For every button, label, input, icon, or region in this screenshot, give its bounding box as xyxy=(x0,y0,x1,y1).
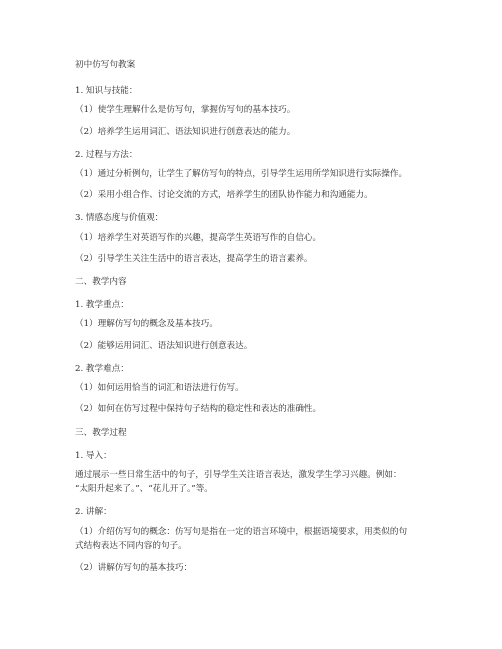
list-item-line: 式结构表达不同内容的句子。 xyxy=(75,541,187,551)
list-item: （2）如何在仿写过程中保持句子结构的稳定性和表达的准确性。 xyxy=(75,404,322,414)
list-item: （1）如何运用恰当的词汇和语法进行仿写。 xyxy=(75,383,244,393)
list-item: （1）培养学生对英语写作的兴趣，提高学生英语写作的自信心。 xyxy=(75,233,322,243)
list-item: （2）能够运用词汇、语法知识进行创意表达。 xyxy=(75,341,253,351)
section-heading-attitude: 3. 情感态度与价值观： xyxy=(75,213,164,223)
list-item: （2）培养学生运用词汇、语法知识进行创意表达的能力。 xyxy=(75,127,296,137)
list-item: （1）使学生理解什么是仿写句，掌握仿写句的基本技巧。 xyxy=(75,105,296,115)
paragraph-line: 通过展示一些日常生活中的句子，引导学生关注语言表达，激发学生学习兴趣。例如： xyxy=(75,470,402,480)
paragraph-line: “太阳升起来了。”、“花儿开了。”等。 xyxy=(75,484,213,494)
section-heading-process: 2. 过程与方法： xyxy=(75,150,138,160)
list-item: （2）采用小组合作、讨论交流的方式，培养学生的团队协作能力和沟通能力。 xyxy=(75,190,373,200)
list-item: （1）理解仿写句的概念及基本技巧。 xyxy=(75,319,218,329)
part-heading-process: 三、教学过程 xyxy=(75,428,127,438)
section-heading-explanation: 2. 讲解： xyxy=(75,507,112,517)
document-title: 初中仿写句教案 xyxy=(75,60,136,70)
section-heading-introduction: 1. 导入： xyxy=(75,451,112,461)
list-item: （1）通过分析例句，让学生了解仿写句的特点，引导学生运用所学知识进行实际操作。 xyxy=(75,169,408,179)
list-item: （2）引导学生关注生活中的语言表达，提高学生的语言素养。 xyxy=(75,254,313,264)
section-heading-difficulties: 2. 教学难点： xyxy=(75,364,129,374)
section-heading-knowledge: 1. 知识与技能： xyxy=(75,86,138,96)
list-item-line: （1）介绍仿写句的概念：仿写句是指在一定的语言环境中，根据语境要求，用类似的句 xyxy=(75,527,408,537)
section-heading-key-points: 1. 教学重点： xyxy=(75,300,129,310)
list-item: （2）讲解仿写句的基本技巧： xyxy=(75,563,193,573)
part-heading-content: 二、教学内容 xyxy=(75,277,127,287)
